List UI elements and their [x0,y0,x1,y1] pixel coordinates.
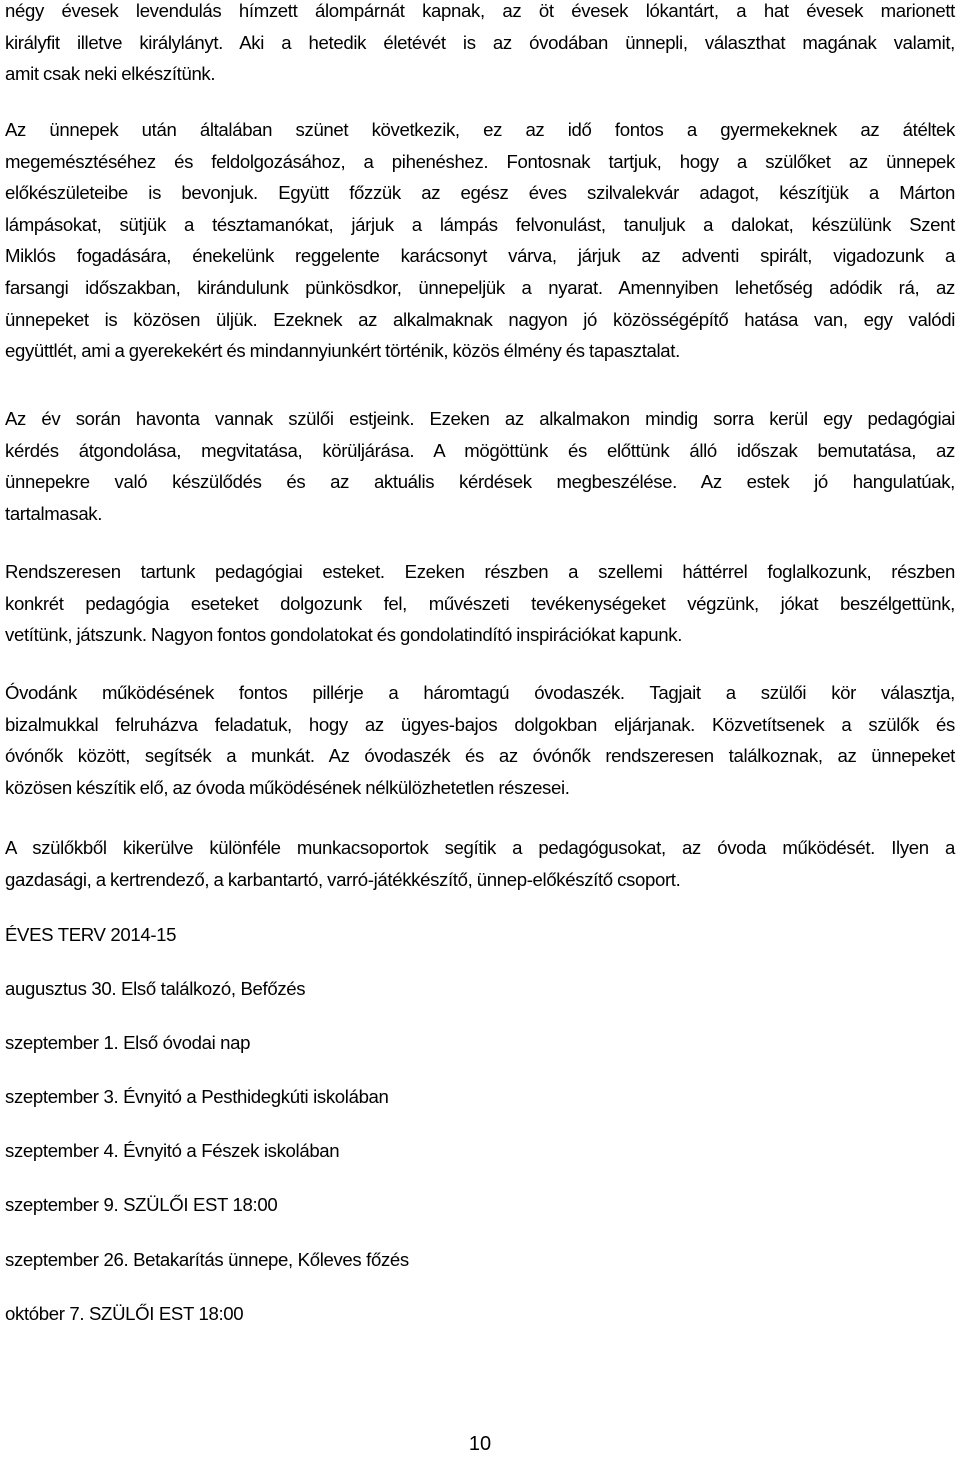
paragraph-4 [5,556,955,651]
paragraph-5 [5,677,955,803]
text-line: ünnepekre való készülődés és az aktuális kérdések megbeszélése. Az estek jó hangulatúak, [5,471,955,493]
plan-item: szeptember 4. Évnyitó a Fészek iskolában [5,1140,340,1161]
paragraph-1 [5,0,955,90]
plan-title: ÉVES TERV 2014-15 [5,924,177,945]
paragraph-2 [5,114,955,367]
text-line: vetítünk, játszunk. Nagyon fontos gondolatokat és gondolatindító inspirációkat kapunk. [5,624,683,646]
plan-item: szeptember 1. Első óvodai nap [5,1032,251,1053]
text-line: előkészületeibe is bevonjuk. Együtt főzzük az egész éves szilvalekvár adagot, készítjük a Márton [5,182,955,204]
text-line: Az év során havonta vannak szülői estjeink. Ezeken az alkalmakon mindig sorra kerül egy pedagógiai [5,408,955,429]
text-line: Miklós fogadására, énekelünk reggelente karácsonyt várva, járjuk az adventi spirált, vigadozunk a [5,245,955,267]
text-line: Az ünnepek után általában szünet következik, ez az idő fontos a gyermekeknek az átéltek [5,119,955,140]
plan-item: augusztus 30. Első találkozó, Befőzés [5,978,306,999]
text-line: kérdés átgondolása, megvitatása, körüljárása. A mögöttünk és előttünk álló időszak bemutatása, az [5,439,955,461]
text-line: ünnepeket is közösen üljük. Ezeknek az alkalmaknak nagyon jó közösségépítő hatása van, egy valódi [5,308,955,330]
text-line: lámpásokat, sütjük a tésztamanókat, járjuk a lámpás felvonulást, tanuljuk a dalokat, készülünk Szent [5,213,955,235]
page-number: 10 [468,1433,492,1455]
plan-item: október 7. SZÜLŐI EST 18:00 [5,1303,244,1324]
text-line: közösen készítik elő, az óvoda működésének nélkülözhetetlen részesei. [5,776,570,798]
text-line: megemésztéséhez és feldolgozásához, a pihenéshez. Fontosnak tartjuk, hogy a szülőket az ünnepek [5,150,955,172]
paragraph-6 [5,832,955,895]
text-line: együttlét, ami a gyerekekért és mindannyiunkért történik, közös élmény és tapasztalat. [5,340,680,362]
text-line: óvónők között, segítsék a munkát. Az óvodaszék és az óvónők rendszeresen találkoznak, az ünnepeket [5,745,955,767]
text-line: gazdasági, a kertrendező, a karbantartó, varró-játékkészítő, ünnep-előkészítő csoport. [5,868,681,890]
text-line: négy évesek levendulás hímzett álompárnát kapnak, az öt évesek lókantárt, a hat évesek marionett [5,0,955,21]
text-line: amit csak neki elkészítünk. [5,63,216,85]
text-line: konkrét pedagógia eseteket dolgozunk fel, művészeti tevékenységeket végzünk, jókat beszélgettünk, [5,592,955,614]
text-line: királyfit illetve királylányt. Aki a hetedik életévét is az óvodában ünnepli, választhat magának valamit, [5,31,955,53]
text-line: A szülőkből kikerülve különféle munkacsoportok segítik a pedagógusokat, az óvoda működését. Ilyen a [5,837,955,858]
text-line: Óvodánk működésének fontos pillérje a háromtagú óvodaszék. Tagjait a szülői kör választja, [5,682,955,703]
text-line: bizalmukkal felruházva feladatuk, hogy az ügyes-bajos dolgokban eljárjanak. Közvetítsenek a szülők és [5,713,955,735]
text-line: Rendszeresen tartunk pedagógiai esteket. Ezeken részben a szellemi háttérrel foglalkozunk, részben [5,561,955,582]
text-line: tartalmasak. [5,502,103,524]
paragraph-3 [5,403,955,529]
plan-item: szeptember 26. Betakarítás ünnepe, Kőleves főzés [5,1249,409,1270]
plan-item: szeptember 9. SZÜLŐI EST 18:00 [5,1194,278,1215]
plan-item: szeptember 3. Évnyitó a Pesthidegkúti iskolában [5,1086,389,1107]
text-line: farsangi időszakban, kirándulunk pünkösdkor, ünnepeljük a nyarat. Amennyiben lehetőség adódik rá, az [5,276,955,298]
